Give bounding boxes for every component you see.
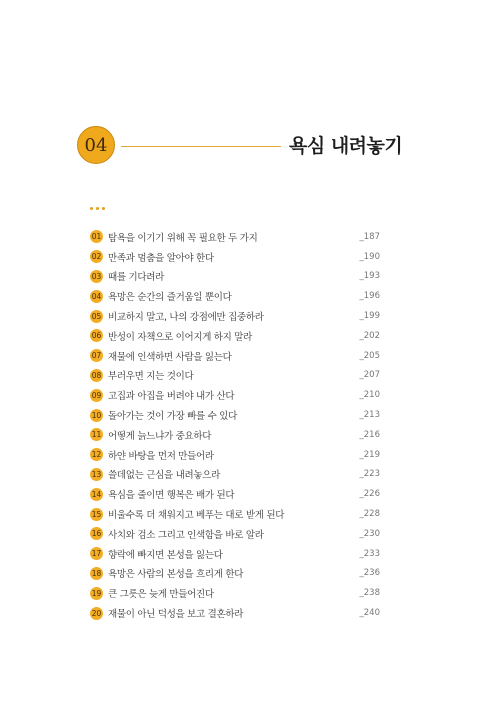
entry-number-badge: 07	[91, 351, 102, 361]
toc-entry[interactable]	[90, 227, 380, 247]
entry-page-number: _213	[359, 410, 380, 421]
entry-number-badge: 19	[91, 588, 102, 598]
entry-number-badge: 17	[91, 549, 102, 559]
entry-title: 큰 그릇은 늦게 만들어진다	[108, 589, 214, 601]
toc-entry[interactable]	[90, 425, 380, 445]
entry-number-badge: 02	[91, 252, 102, 262]
entry-page-number: _207	[359, 370, 380, 381]
entry-page-number: _216	[359, 429, 380, 440]
toc-entry[interactable]	[90, 583, 380, 603]
chapter-header	[77, 126, 403, 166]
entry-number-badge: 01	[91, 232, 102, 242]
entry-page-number: _228	[359, 509, 380, 520]
entry-number-badge: 06	[91, 331, 102, 341]
entry-title: 어떻게 늙느냐가 중요하다	[108, 430, 212, 442]
chapter-number-badge: 04	[77, 126, 115, 164]
toc-entry[interactable]	[90, 484, 380, 504]
entry-title: 쓸데없는 근심을 내려놓으라	[108, 470, 220, 482]
entry-title: 돌아가는 것이 가장 빠를 수 있다	[108, 411, 238, 423]
table-of-contents	[90, 227, 380, 623]
entry-page-number: _238	[359, 588, 380, 599]
entry-page-number: _233	[359, 548, 380, 559]
chapter-divider-line	[121, 146, 281, 147]
entry-title: 탐욕을 이기기 위해 꼭 필요한 두 가지	[108, 232, 258, 244]
entry-number-badge: 10	[91, 410, 102, 420]
entry-number-badge: 11	[91, 430, 102, 440]
entry-page-number: _187	[359, 231, 380, 242]
entry-title: 욕망은 사람의 본성을 흐리게 한다	[108, 569, 244, 581]
toc-entry[interactable]	[90, 267, 380, 287]
entry-page-number: _210	[359, 390, 380, 401]
toc-entry[interactable]	[90, 326, 380, 346]
ellipsis-dots-icon	[90, 207, 105, 210]
entry-number-badge: 05	[91, 311, 102, 321]
entry-title: 욕심을 줄이면 행복은 배가 된다	[108, 490, 235, 502]
toc-entry[interactable]	[90, 385, 380, 405]
entry-title: 부러우면 지는 것이다	[108, 371, 194, 383]
entry-page-number: _196	[359, 291, 380, 302]
entry-number-badge: 20	[91, 608, 102, 618]
entry-title: 비울수록 더 채워지고 베푸는 대로 받게 된다	[108, 510, 285, 522]
entry-page-number: _202	[359, 330, 380, 341]
toc-entry[interactable]	[90, 346, 380, 366]
toc-entry[interactable]	[90, 405, 380, 425]
entry-title: 고집과 아집을 버려야 내가 산다	[108, 391, 235, 403]
entry-number-badge: 08	[91, 370, 102, 380]
entry-page-number: _240	[359, 608, 380, 619]
entry-page-number: _230	[359, 528, 380, 539]
entry-page-number: _190	[359, 251, 380, 262]
toc-entry[interactable]	[90, 366, 380, 386]
entry-page-number: _223	[359, 469, 380, 480]
toc-entry[interactable]	[90, 247, 380, 267]
entry-title: 욕망은 순간의 즐거움일 뿐이다	[108, 292, 232, 304]
toc-entry[interactable]	[90, 504, 380, 524]
entry-page-number: _193	[359, 271, 380, 282]
toc-entry[interactable]	[90, 286, 380, 306]
toc-entry[interactable]	[90, 465, 380, 485]
entry-number-badge: 13	[91, 469, 102, 479]
entry-title: 사치와 검소 그리고 인색함을 바로 알라	[108, 529, 264, 541]
entry-number-badge: 03	[91, 271, 102, 281]
entry-title: 반성이 자책으로 이어지게 하지 말라	[108, 331, 253, 343]
toc-entry[interactable]	[90, 564, 380, 584]
entry-page-number: _236	[359, 568, 380, 579]
entry-number-badge: 09	[91, 390, 102, 400]
toc-entry[interactable]	[90, 544, 380, 564]
entry-number-badge: 16	[91, 529, 102, 539]
chapter-title: 욕심 내려놓기	[289, 135, 403, 157]
toc-entry[interactable]	[90, 524, 380, 544]
entry-title: 만족과 멈춤을 알아야 한다	[108, 252, 214, 264]
toc-entry[interactable]	[90, 445, 380, 465]
entry-title: 때를 기다려라	[108, 272, 164, 284]
entry-title: 재물에 인색하면 사람을 잃는다	[108, 351, 232, 363]
entry-title: 비교하지 말고, 나의 강점에만 집중하라	[108, 312, 264, 324]
entry-page-number: _199	[359, 311, 380, 322]
entry-number-badge: 18	[91, 568, 102, 578]
entry-page-number: _219	[359, 449, 380, 460]
entry-page-number: _205	[359, 350, 380, 361]
entry-number-badge: 04	[91, 291, 102, 301]
entry-page-number: _226	[359, 489, 380, 500]
entry-number-badge: 12	[91, 450, 102, 460]
entry-title: 재물이 아닌 덕성을 보고 결혼하라	[108, 609, 244, 621]
toc-entry[interactable]	[90, 306, 380, 326]
entry-title: 하얀 바탕을 먼저 만들어라	[108, 450, 214, 462]
entry-number-badge: 15	[91, 509, 102, 519]
toc-entry[interactable]	[90, 603, 380, 623]
entry-title: 향락에 빠지면 본성을 잃는다	[108, 549, 223, 561]
entry-number-badge: 14	[91, 489, 102, 499]
